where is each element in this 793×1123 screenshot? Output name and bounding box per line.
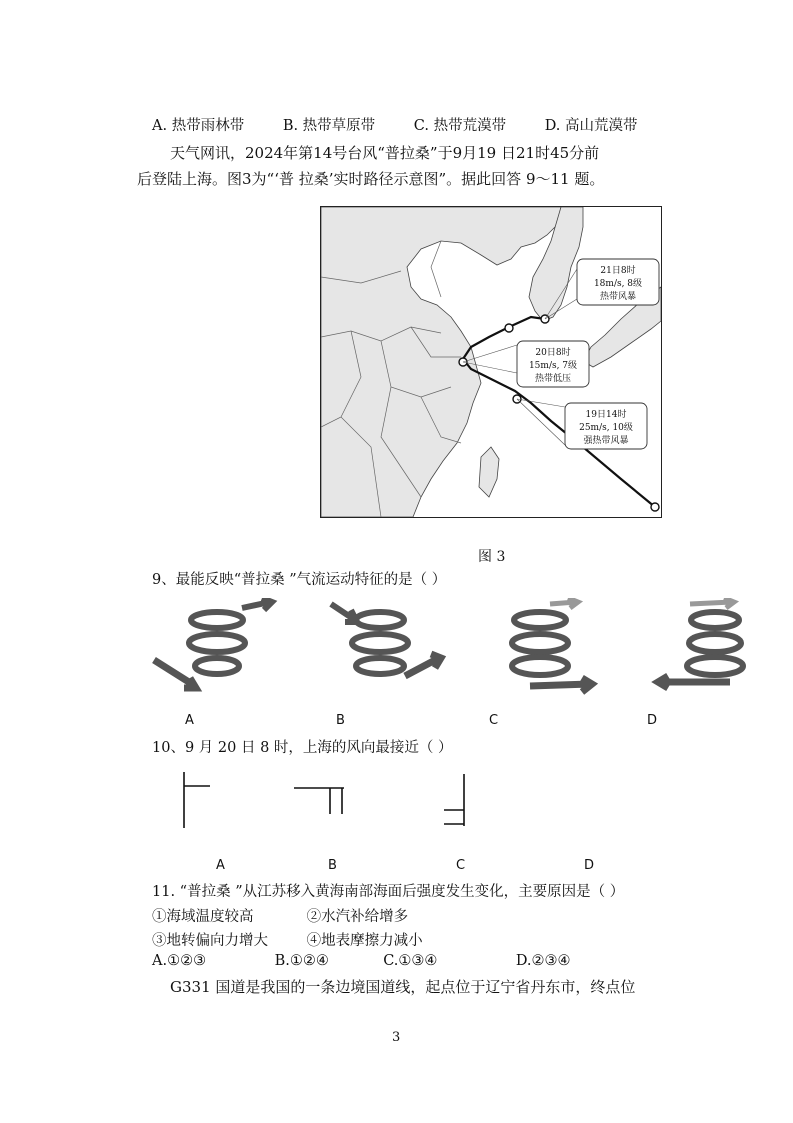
q11-option-b: B.①②④	[274, 953, 329, 969]
q11-option-d: D.②③④	[515, 953, 571, 969]
q8-option-a: A. 热带雨林带	[152, 118, 245, 134]
q11-item-2: ②水汽补给增多	[306, 909, 409, 925]
q11-items-row-2	[152, 929, 423, 950]
q8-option-c: C. 热带荒漠带	[413, 118, 507, 134]
spiral-option-b	[325, 598, 455, 706]
q9-label-b: B	[336, 713, 345, 728]
spiral-option-d	[650, 598, 780, 706]
q10-stem: 10、9 月 20 日 8 时，上海的风向最接近（ ）	[152, 740, 453, 756]
page-number: 3	[392, 1030, 401, 1045]
callout-1-speed: 18m/s, 8级	[593, 279, 643, 289]
q11-item-1: ①海域温度较高	[152, 909, 254, 925]
next-paragraph: G331 国道是我国的一条边境国道线，起点位于辽宁省丹东市，终点位	[170, 978, 636, 996]
q9-stem: 9、最能反映“普拉桑 ”气流运动特征的是（ ）	[152, 572, 447, 588]
q11-stem: 11. “普拉桑 ”从江苏移入黄海南部海面后强度发生变化，主要原因是（ ）	[152, 884, 625, 900]
callout-1-type: 热带风暴	[599, 292, 637, 302]
q9-label-c: C	[489, 713, 499, 728]
callout-3-type: 强热带风暴	[583, 436, 629, 446]
q11-item-3: ③地转偏向力增大	[152, 933, 268, 949]
q9-label-d: D	[647, 713, 658, 728]
q10-label-d: D	[584, 858, 595, 873]
q8-option-d: D. 高山荒漠带	[544, 118, 638, 134]
callout-1-time: 21日8时	[600, 266, 636, 276]
intro-line-2: 后登陆上海。图3为“‘普 拉桑’实时路径示意图”。据此回答 9～11 题。	[137, 170, 605, 188]
wind-barb-c	[440, 770, 510, 830]
q8-option-b: B. 热带草原带	[282, 118, 376, 134]
wind-barb-b	[292, 784, 362, 844]
callout-3-speed: 25m/s, 10级	[579, 423, 633, 433]
q9-label-a: A	[185, 713, 194, 728]
spiral-option-a	[152, 598, 282, 706]
q11-options	[152, 953, 571, 969]
callout-2-time: 20日8时	[535, 348, 571, 358]
q10-label-a: A	[216, 858, 225, 873]
q11-option-a: A.①②③	[152, 953, 207, 969]
q11-items-row-1	[152, 905, 408, 926]
q10-label-c: C	[456, 858, 466, 873]
q11-item-4: ④地表摩擦力减小	[306, 933, 423, 949]
q11-option-c: C.①③④	[383, 953, 438, 969]
q8-options	[152, 114, 672, 135]
intro-line-1: 天气网讯，2024年第14号台风“普拉桑”于9月19 日21时45分前	[170, 144, 600, 162]
q10-label-b: B	[328, 858, 337, 873]
callout-3-time: 19日14时	[585, 410, 627, 420]
typhoon-track-map	[320, 206, 662, 518]
callout-2-type: 热带低压	[534, 374, 572, 384]
spiral-option-c	[480, 598, 610, 706]
figure-caption: 图 3	[478, 549, 506, 565]
wind-barb-a	[180, 770, 250, 830]
callout-2-speed: 15m/s, 7级	[528, 361, 578, 371]
